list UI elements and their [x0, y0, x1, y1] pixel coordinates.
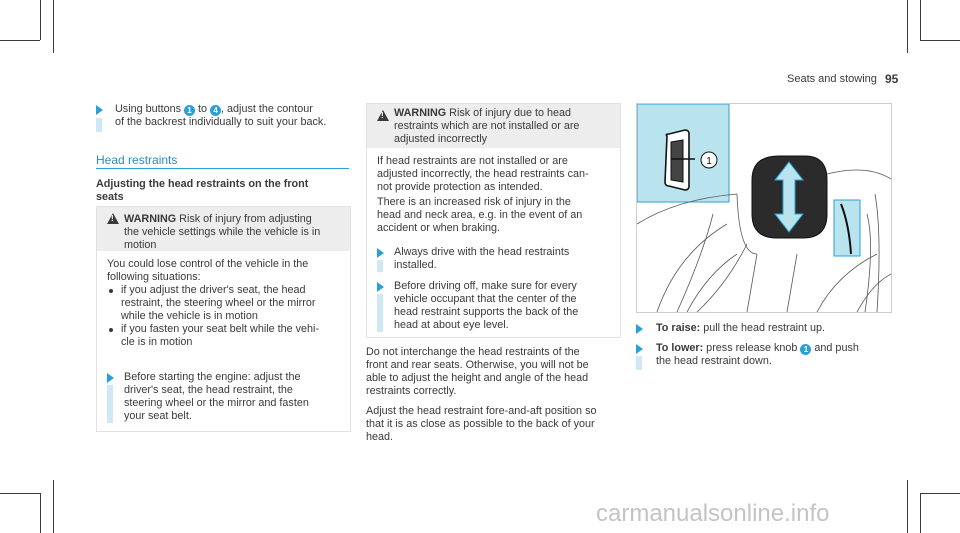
- warning-bullet-2: if you fasten your seat belt while the vehi- cle is in motion: [121, 323, 320, 348]
- warning-triangle-icon: [107, 213, 119, 224]
- warning-body-2a: If head restraints are not installed or are adjusted incorrectly, the head restraints can- not provide protection as intended.: [377, 155, 589, 193]
- crop-mark-tr-h: [920, 40, 960, 41]
- callout-1-icon: 1: [184, 105, 195, 116]
- callout-1-label: 1: [706, 156, 712, 167]
- warning-head-text-1: WARNING Risk of injury from adjusting the vehicle settings while the vehicle is in motion: [124, 213, 321, 251]
- warning-triangle-icon: [377, 110, 389, 121]
- step-bar: [96, 118, 102, 132]
- paragraph-interchange: Do not interchange the head restraints of the front and rear seats. Otherwise, you will not be able to adjust the height and angle of the head restraints correctly.: [366, 346, 589, 397]
- crop-mark-tr-v: [920, 0, 921, 40]
- page-number: 95: [885, 72, 899, 86]
- sub-title: Adjusting the head restraints on the front seats: [96, 178, 309, 203]
- section-title: Head restraints: [96, 153, 178, 167]
- step-indicator-icon: [107, 373, 114, 383]
- step-bar: [377, 260, 383, 272]
- callout-4-icon: 4: [210, 105, 221, 116]
- step-bar: [377, 294, 383, 332]
- crop-mark-br-v2: [907, 480, 908, 533]
- step-bar: [107, 385, 113, 423]
- bullet-dot-icon: [109, 289, 113, 293]
- warning-step-1: Before starting the engine: adjust the driver's seat, the head restraint, the steering wheel or the mirror and fasten your seat belt.: [124, 371, 309, 422]
- step-indicator-icon: [636, 344, 643, 354]
- step-indicator-icon: [96, 105, 103, 115]
- crop-mark-bl-h: [0, 493, 40, 494]
- crop-mark-tl-v: [40, 0, 41, 40]
- crop-mark-br-v: [920, 493, 921, 533]
- section-rule: [96, 168, 349, 169]
- warning-step-2b: Before driving off, make sure for every vehicle occupant that the center of the head restraint supports the back of the head at about eye level.: [394, 280, 579, 331]
- step-raise: To raise: pull the head restraint up.: [656, 322, 826, 334]
- callout-1-icon: 1: [800, 344, 811, 355]
- watermark: carmanualsonline.info: [596, 500, 830, 527]
- warning-box-1: [96, 206, 351, 432]
- step-indicator-icon: [377, 282, 384, 292]
- crop-mark-br-h: [920, 493, 960, 494]
- warning-step-2a: Always drive with the head restraints installed.: [394, 246, 570, 271]
- step-indicator-icon: [636, 324, 643, 334]
- bullet-dot-icon: [109, 328, 113, 332]
- crop-mark-tl-h: [0, 40, 40, 41]
- warning-body-1: You could lose control of the vehicle in the following situations:: [107, 258, 309, 283]
- crop-mark-bl-v2: [53, 480, 54, 533]
- step-bar: [636, 356, 642, 370]
- step-adjust-contour: Using buttons 1 to 4 , adjust the contour of the backrest individually to suit your back.: [115, 103, 327, 128]
- crop-mark-tl-v2: [53, 0, 54, 53]
- step-indicator-icon: [377, 248, 384, 258]
- paragraph-adjust: Adjust the head restraint fore-and-aft position so that it is as close as possible to the back of your head.: [366, 405, 597, 443]
- warning-body-2b: There is an increased risk of injury in the head and neck area, e.g. in the event of an accident or when braking.: [377, 196, 583, 234]
- warning-bullet-1: if you adjust the driver's seat, the head restraint, the steering wheel or the mirror while the vehicle is in motion: [121, 284, 316, 322]
- warning-box-2: [366, 103, 621, 338]
- step-lower: To lower: press release knob 1 and push the head restraint down.: [656, 342, 859, 367]
- crop-mark-tr-v2: [907, 0, 908, 53]
- crop-mark-bl-v: [40, 493, 41, 533]
- page-header-section: Seats and stowing: [787, 73, 877, 85]
- head-restraint-illustration: [636, 103, 892, 313]
- warning-head-text-2: WARNING Risk of injury due to head restraints which are not installed or are adjusted incorrectly: [394, 107, 580, 145]
